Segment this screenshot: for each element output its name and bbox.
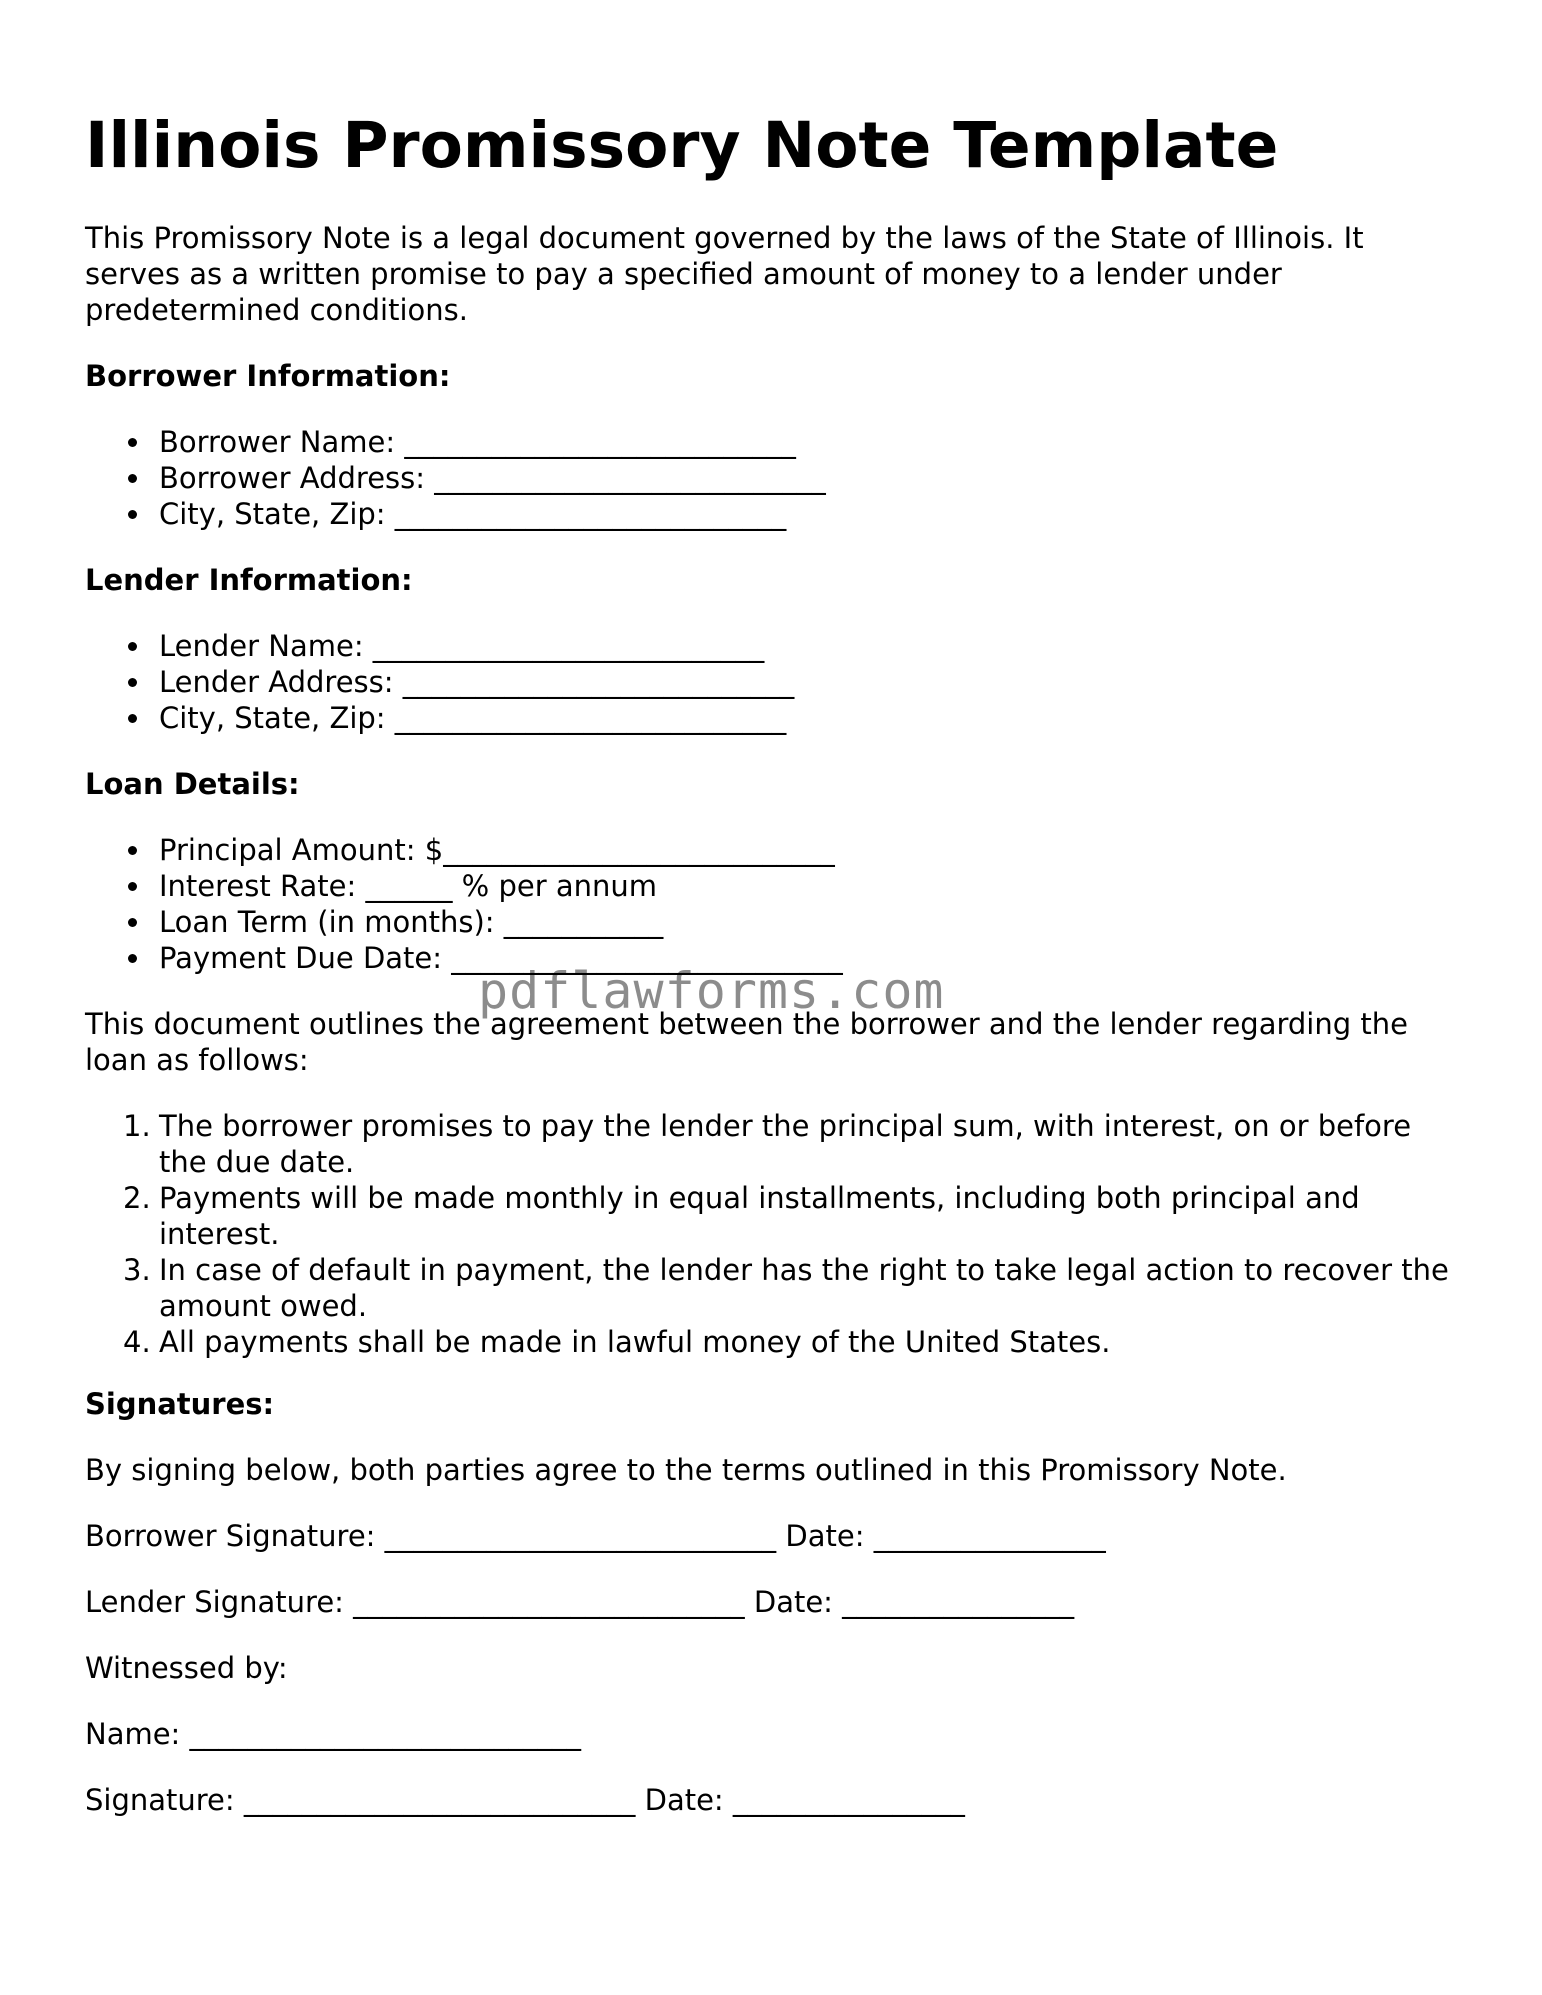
term-text: The borrower promises to pay the lender the principal sum, with interest, on or before the due date.	[159, 1109, 1412, 1179]
document-title: Illinois Promissory Note Template	[85, 109, 1279, 182]
borrower-heading: Borrower Information:	[85, 359, 451, 393]
loan-fields	[85, 832, 843, 976]
intro-paragraph: This Promissory Note is a legal document governed by the laws of the State of Illinois. It serves as a written promise to pay a specified amount of money to a lender under predetermined conditions.	[85, 221, 1364, 327]
signatures-statement: By signing below, both parties agree to the terms outlined in this Promissory Note.	[85, 1453, 1287, 1487]
loan-term-field: Loan Term (in months): ___________	[85, 904, 843, 940]
term-item	[85, 1324, 1465, 1360]
witnessed-by-label: Witnessed by:	[85, 1651, 288, 1685]
borrower-address-field: Borrower Address: ___________________________	[85, 460, 826, 496]
term-number: 3.	[123, 1253, 151, 1287]
term-text: Payments will be made monthly in equal installments, including both principal and interest.	[159, 1181, 1360, 1251]
term-number: 4.	[123, 1325, 151, 1359]
lender-name-field: Lender Name: ___________________________	[85, 628, 794, 664]
term-number: 1.	[123, 1109, 151, 1143]
lender-address-field: Lender Address: ___________________________	[85, 664, 794, 700]
term-text: All payments shall be made in lawful money of the United States.	[159, 1325, 1111, 1359]
lender-heading: Lender Information:	[85, 563, 413, 597]
term-number: 2.	[123, 1181, 151, 1215]
witness-signature-line: Signature: ___________________________ Date: ________________	[85, 1783, 965, 1817]
term-item	[85, 1180, 1465, 1252]
terms-list	[85, 1108, 1465, 1360]
principal-amount-field: Principal Amount: $___________________________	[85, 832, 843, 868]
borrower-fields	[85, 424, 826, 532]
witness-name-line: Name: ___________________________	[85, 1717, 582, 1751]
borrower-signature-line: Borrower Signature: ___________________________ Date: ________________	[85, 1519, 1106, 1553]
term-item	[85, 1108, 1465, 1180]
payment-due-date-field: Payment Due Date: ___________________________	[85, 940, 843, 976]
term-item	[85, 1252, 1465, 1324]
watermark: pdflawforms.com	[478, 962, 945, 1020]
term-text: In case of default in payment, the lender has the right to take legal action to recover the amount owed.	[159, 1253, 1449, 1323]
interest-rate-field: Interest Rate: ______ % per annum	[85, 868, 843, 904]
lender-signature-line: Lender Signature: ___________________________ Date: ________________	[85, 1585, 1075, 1619]
agreement-intro: This document outlines the agreement between the borrower and the lender regarding the loan as follows:	[85, 1007, 1408, 1077]
lender-fields	[85, 628, 794, 736]
signatures-heading: Signatures:	[85, 1387, 275, 1421]
loan-details-heading: Loan Details:	[85, 767, 300, 801]
borrower-name-field: Borrower Name: ___________________________	[85, 424, 826, 460]
lender-city-state-zip-field: City, State, Zip: ___________________________	[85, 700, 794, 736]
borrower-city-state-zip-field: City, State, Zip: ___________________________	[85, 496, 826, 532]
